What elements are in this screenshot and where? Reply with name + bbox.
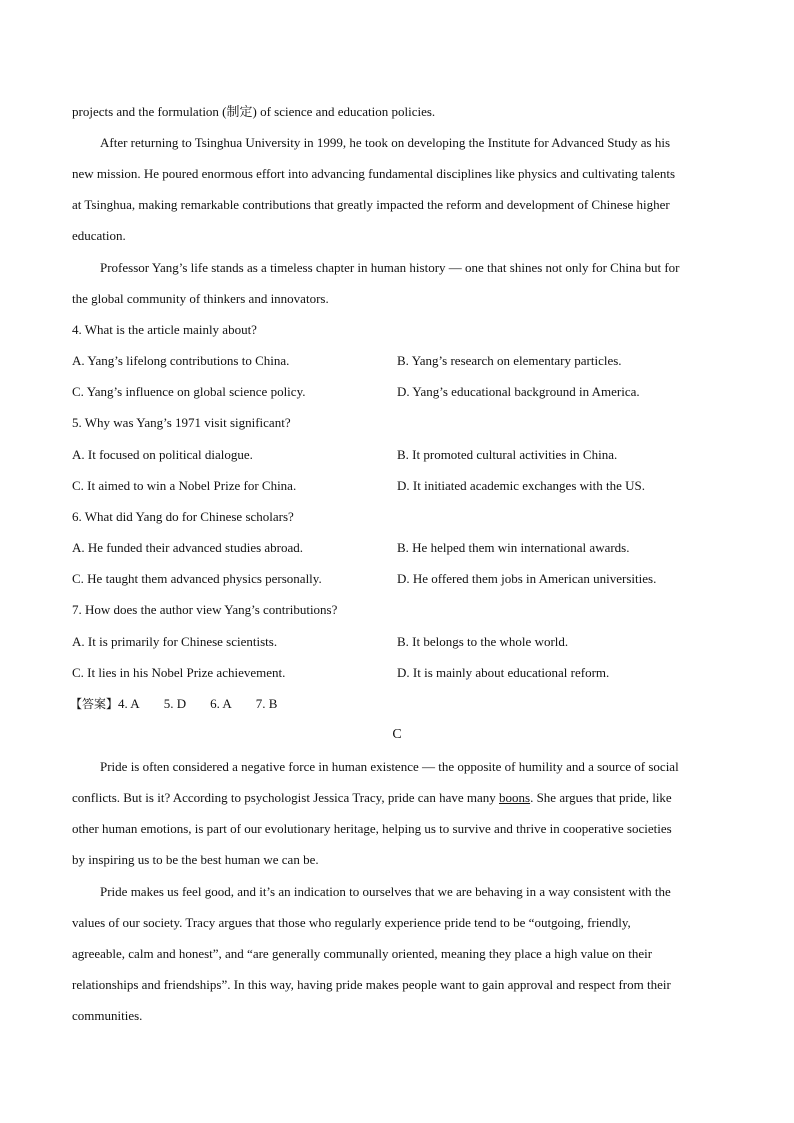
passage-line: After returning to Tsinghua University in 1999, he took on developing the Institute for Advanced Study as his <box>100 135 671 150</box>
passage-line: Pride is often considered a negative force in human existence — the opposite of humility and a source of social <box>100 759 679 774</box>
answer-item: 6. A <box>210 696 232 711</box>
option-b: B. He helped them win international awards. <box>397 540 630 555</box>
section-heading: C <box>392 727 402 742</box>
passage-line: by inspiring us to be the best human we can be. <box>72 852 319 867</box>
question-stem: 7. How does the author view Yang’s contributions? <box>72 602 338 617</box>
passage-line: other human emotions, is part of our evolutionary heritage, helping us to survive and thrive in cooperative societies <box>72 821 672 836</box>
answer-item: 4. A <box>118 696 140 711</box>
option-b: B. It belongs to the whole world. <box>397 634 569 649</box>
passage-text: conflicts. But is it? According to psychologist Jessica Tracy, pride can have many <box>72 790 499 805</box>
answer-key <box>70 696 301 712</box>
option-a: A. Yang’s lifelong contributions to China. <box>72 353 290 368</box>
passage-line: at Tsinghua, making remarkable contributions that greatly impacted the reform and development of Chinese higher <box>72 197 670 212</box>
option-c: C. He taught them advanced physics personally. <box>72 571 322 586</box>
question-stem: 4. What is the article mainly about? <box>72 322 257 337</box>
option-d: D. He offered them jobs in American universities. <box>397 571 657 586</box>
option-a: A. He funded their advanced studies abroad. <box>72 540 304 555</box>
passage-line: Pride makes us feel good, and it’s an indication to ourselves that we are behaving in a way consistent with the <box>100 884 671 899</box>
option-d: D. It initiated academic exchanges with the US. <box>397 478 646 493</box>
passage-line: values of our society. Tracy argues that those who regularly experience pride tend to be “outgoing, friendly, <box>72 915 631 930</box>
answer-item: 7. B <box>255 696 278 711</box>
option-a: A. It is primarily for Chinese scientists. <box>72 634 278 649</box>
passage-line: agreeable, calm and honest”, and “are generally communally oriented, meaning they place a high value on their <box>72 946 653 961</box>
passage-line: the global community of thinkers and innovators. <box>72 291 329 306</box>
option-b: B. It promoted cultural activities in China. <box>397 447 618 462</box>
passage-line: relationships and friendships”. In this way, having pride makes people want to gain approval and respect from their <box>72 977 671 992</box>
passage-line: new mission. He poured enormous effort into advancing fundamental disciplines like physics and cultivating talents <box>72 166 676 181</box>
option-d: D. Yang’s educational background in America. <box>397 384 640 399</box>
option-c: C. Yang’s influence on global science policy. <box>72 384 306 399</box>
passage-line: communities. <box>72 1008 143 1023</box>
passage-line <box>72 790 672 806</box>
passage-text: . She argues that pride, like <box>530 790 672 805</box>
option-d: D. It is mainly about educational reform. <box>397 665 610 680</box>
passage-line: education. <box>72 228 126 243</box>
underlined-word: boons <box>499 790 531 805</box>
passage-line: projects and the formulation (制定) of science and education policies. <box>72 104 436 119</box>
passage-line: Professor Yang’s life stands as a timeless chapter in human history — one that shines not only for China but for <box>100 260 680 275</box>
answer-item: 5. D <box>163 696 187 711</box>
option-b: B. Yang’s research on elementary particles. <box>397 353 622 368</box>
option-a: A. It focused on political dialogue. <box>72 447 253 462</box>
option-c: C. It aimed to win a Nobel Prize for China. <box>72 478 297 493</box>
question-stem: 6. What did Yang do for Chinese scholars? <box>72 509 294 524</box>
option-c: C. It lies in his Nobel Prize achievement. <box>72 665 286 680</box>
question-stem: 5. Why was Yang’s 1971 visit significant? <box>72 415 291 430</box>
answer-label: 【答案】 <box>70 697 119 711</box>
